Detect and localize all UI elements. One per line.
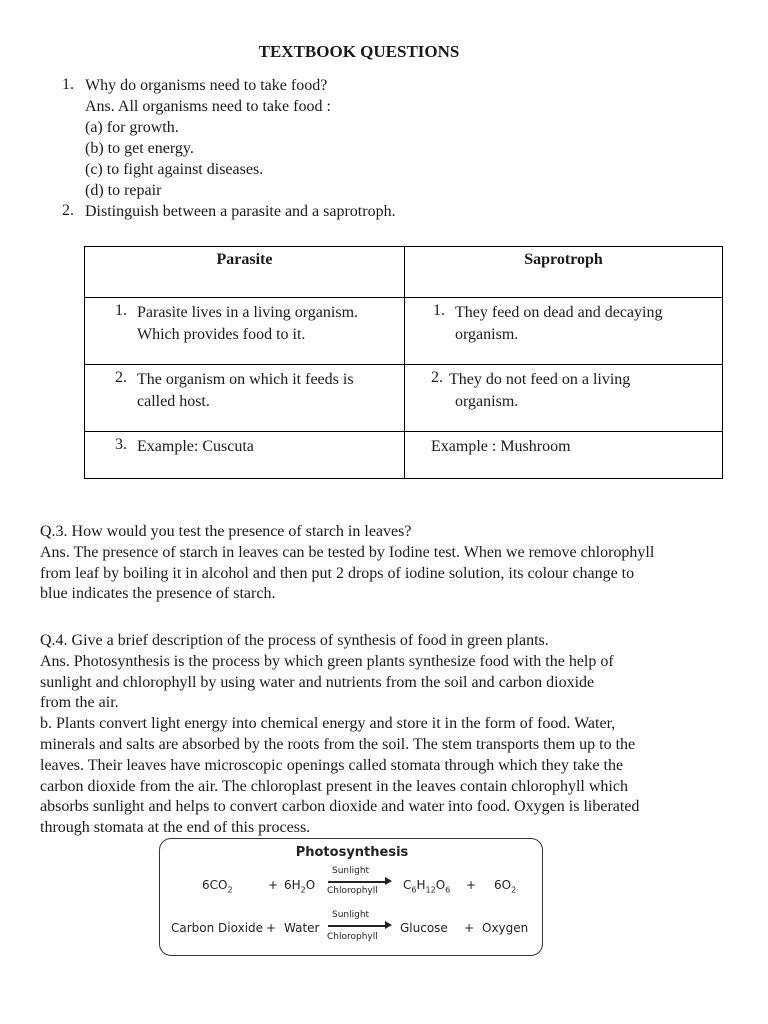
formula-h2o: $6H_2O$ xyxy=(284,878,316,895)
table-row xyxy=(85,365,723,432)
cell-line: Which provides food to it. xyxy=(137,326,306,343)
word-arrow-icon xyxy=(328,925,386,927)
cell-line: The organism on which it feeds is xyxy=(137,371,354,388)
formula-o2: $6O_2$ xyxy=(494,878,517,895)
cell-line: Example : Mushroom xyxy=(431,438,571,455)
table-row xyxy=(85,432,723,479)
q1-item-d: (d) to repair xyxy=(85,182,162,199)
q1-number: 1. xyxy=(62,76,74,93)
page-title: TEXTBOOK QUESTIONS xyxy=(258,42,460,61)
cell-line: organism. xyxy=(455,393,519,410)
word-water: Water xyxy=(284,921,320,935)
word-plus-1: + xyxy=(266,921,277,935)
row-number: 2. xyxy=(115,369,127,386)
word-oxygen: Oxygen xyxy=(482,921,529,935)
q4-answer-line: carbon dioxide from the air. The chloroplast present in the leaves contain chlorophyll which xyxy=(40,777,628,795)
word-plus-2: + xyxy=(464,921,475,935)
cell-line: They feed on dead and decaying xyxy=(455,304,663,321)
table-cell xyxy=(405,298,723,365)
table-cell xyxy=(405,365,723,432)
table-cell xyxy=(85,298,405,365)
table-cell xyxy=(85,432,405,479)
formula-co2: $6CO_2$ xyxy=(202,878,233,895)
cell-line: Parasite lives in a living organism. xyxy=(137,304,359,321)
table-cell xyxy=(85,365,405,432)
row-number: 1. xyxy=(115,302,127,319)
formula-sunlight-label: Sunlight xyxy=(332,866,370,876)
q3-block xyxy=(40,522,730,605)
cell-line: organism. xyxy=(455,326,519,343)
q3-answer-line: blue indicates the presence of starch. xyxy=(40,585,276,603)
row-number: 3. xyxy=(115,436,127,453)
cell-line: Example: Cuscuta xyxy=(137,438,254,455)
word-carbon-dioxide: Carbon Dioxide xyxy=(171,921,264,935)
formula-plus-2: + xyxy=(466,878,477,892)
comparison-table xyxy=(84,246,723,479)
q4-answer-line: from the air. xyxy=(40,694,119,712)
q1-item-a: (a) for growth. xyxy=(85,119,179,136)
q4-answer-line: minerals and salts are absorbed by the roots from the soil. The stem transports them up to the xyxy=(40,735,636,753)
table-header-saprotroph: Saprotroph xyxy=(405,247,723,298)
word-sunlight-label: Sunlight xyxy=(332,910,370,920)
photosynthesis-diagram xyxy=(159,838,543,956)
formula-glucose: $C_6H_{12}O_6$ xyxy=(403,878,451,895)
table-header-row xyxy=(85,247,723,298)
q1-item-b: (b) to get energy. xyxy=(85,140,194,157)
table-cell xyxy=(405,432,723,479)
q3-answer-line: from leaf by boiling it in alcohol and then put 2 drops of iodine solution, its colour change to xyxy=(40,564,635,582)
q4-answer-line: Ans. Photosynthesis is the process by which green plants synthesize food with the help of xyxy=(40,652,614,670)
q1-item-c: (c) to fight against diseases. xyxy=(85,161,264,178)
formula-chlorophyll-label: Chlorophyll xyxy=(327,886,378,896)
row-number: 2. xyxy=(431,369,443,386)
word-glucose: Glucose xyxy=(400,921,448,935)
q4-question: Q.4. Give a brief description of the process of synthesis of food in green plants. xyxy=(40,632,549,649)
q2-question: Distinguish between a parasite and a saprotroph. xyxy=(85,203,396,220)
q4-answer-line: absorbs sunlight and helps to convert carbon dioxide and water into food. Oxygen is liberated xyxy=(40,798,640,816)
q4-answer-line: b. Plants convert light energy into chemical energy and store it in the form of food. Water, xyxy=(40,715,616,733)
cell-line: They do not feed on a living xyxy=(449,371,631,388)
q4-answer-line: leaves. Their leaves have microscopic openings called stomata through which they take the xyxy=(40,756,624,774)
q4-answer-line: through stomata at the end of this process. xyxy=(40,819,311,837)
q1-answer: Ans. All organisms need to take food : xyxy=(85,98,331,115)
q4-block xyxy=(40,631,730,839)
word-chlorophyll-label: Chlorophyll xyxy=(327,932,378,942)
q2-number: 2. xyxy=(62,202,74,219)
cell-line: called host. xyxy=(137,393,210,410)
q3-question: Q.3. How would you test the presence of starch in leaves? xyxy=(40,523,412,540)
table-row xyxy=(85,298,723,365)
q3-answer-line: Ans. The presence of starch in leaves can be tested by Iodine test. When we remove chlorophyll xyxy=(40,543,655,561)
q1-question: Why do organisms need to take food? xyxy=(85,77,328,94)
formula-plus-1: + xyxy=(268,878,279,892)
q4-answer-line: sunlight and chlorophyll by using water and nutrients from the soil and carbon dioxide xyxy=(40,673,595,691)
formula-arrow-icon xyxy=(328,881,386,883)
diagram-title: Photosynthesis xyxy=(295,845,409,860)
row-number: 1. xyxy=(433,302,445,319)
table-header-parasite: Parasite xyxy=(85,247,405,298)
